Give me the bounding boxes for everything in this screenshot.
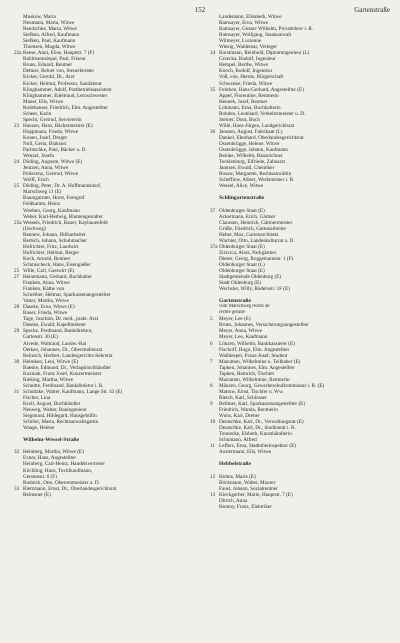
entry-text: Ossenbrügge, Helene, Witwe bbox=[219, 140, 280, 147]
entry-text: Borstmann, Reinhold, Diplomingenieur (L) bbox=[219, 50, 310, 57]
house-number bbox=[210, 504, 219, 510]
house-number: 29 bbox=[14, 328, 20, 335]
house-number: 8 bbox=[210, 382, 213, 389]
entry-text: Faust, Johann, Sozialrentner bbox=[219, 485, 278, 492]
entry-text: Jentzen, Anna, Witwe bbox=[23, 165, 69, 172]
entry-text: Gerstenstr. 6 (F) bbox=[23, 473, 57, 480]
entry-text: vom Marschweg rechts ab bbox=[219, 304, 270, 310]
entry-text: Reinke, Wilhelm, Bauzeichner bbox=[219, 153, 283, 160]
entry-text: Holms, Marie (E) bbox=[219, 473, 256, 480]
entry-text: Vatter, Martha, Witwe bbox=[23, 298, 69, 305]
entry-text: Muskow, Maria bbox=[23, 14, 56, 20]
entry-text: Ditrich, Anna bbox=[219, 497, 248, 504]
entry-text: Hennek, Josef, Rentner bbox=[219, 98, 268, 105]
entry-text: rechte gerade bbox=[219, 310, 245, 316]
entry-text: Wille, Hans-Jürgen, Landgerichtsrat bbox=[219, 122, 295, 129]
entry-text: Heimken, Leni, Witwe (E) bbox=[23, 358, 79, 365]
entry-text: Tapken, Heinrich, Tischler bbox=[219, 370, 275, 377]
entry-text: Voß, von, Herms, Bürgerschaft bbox=[219, 74, 284, 81]
entry-text: Lükzen, Wilhelm, Bankkassierer (E) bbox=[219, 340, 295, 347]
house-number: 37a bbox=[210, 243, 218, 250]
entry-text: Klinghammer, Edeltraud, Lernschwester bbox=[23, 92, 108, 99]
entry-text: Wuhs, Karl, Dreher bbox=[219, 413, 260, 420]
entry-text: Ramsayer, Gustav Wilhelm, Privatlehrer i. R. bbox=[219, 26, 314, 33]
entry-text: Leffers, Erna, Stadtoberinspektor (E) bbox=[219, 443, 296, 450]
entry-text: Hoppmann, Frieda, Witwe bbox=[23, 128, 79, 135]
entry-text: Grzecka, Rudolf, Ingenieur bbox=[219, 56, 276, 63]
entry-text: Marschweg 11 (E) bbox=[23, 189, 62, 196]
entry-text: Rohden, Leonhard, Verkehrsmeister u. D. bbox=[219, 110, 306, 117]
entry-text: Oetken, Johannes, Dr., Oberstudienrat bbox=[23, 346, 103, 353]
entry-text: Daseke, Ewald, Kapellmeister bbox=[23, 322, 86, 329]
street-heading-text: Hebbelstraße bbox=[219, 461, 252, 468]
right-column bbox=[210, 14, 395, 510]
entry-text: Kicker, Gerold, Dr., Arzt bbox=[23, 74, 75, 81]
house-number: 11 bbox=[210, 443, 215, 450]
entry-text: Mauer, Elis, Witwe bbox=[23, 98, 64, 105]
entry-text: Wille, Carl, Gastwirt (E) bbox=[23, 267, 75, 274]
entry-text: Deutschke, Karl, Dr., Studienrat i. R. bbox=[219, 425, 296, 432]
entry-text: Döding, Peter, Dr. A. Hoffmannsdorf, bbox=[23, 183, 102, 190]
street-heading-text: Wilhelm-Wessel-Straße bbox=[23, 437, 80, 444]
entry-text: Schnitte, Ferdinand, Bankdirektor i. R. bbox=[23, 382, 104, 389]
entry-text: Reese, Anni, Elise, Hauptstr. 7 (F) bbox=[23, 50, 95, 57]
entry-text: Siefken, Alfred, Kaufmann bbox=[23, 32, 80, 39]
entry-text: Scheffiow, Albert, Werkmeister i. R. bbox=[219, 177, 295, 184]
entry-text: Kicker, Helmut, Professor, Sanitätsrat bbox=[23, 80, 102, 87]
entry-text: Reimsner (E) bbox=[23, 491, 51, 498]
entry-text: Scheer, Karin bbox=[23, 110, 52, 117]
house-number: 22a bbox=[14, 50, 22, 57]
entry-text: Thomsen, Magda, Witwe bbox=[23, 44, 76, 51]
entry-text: Bertsch, Johann, Schuhmacher bbox=[23, 237, 87, 244]
entry-text: Hofrichter, Fritz, Landwirt bbox=[23, 243, 79, 250]
house-number: 31 bbox=[14, 388, 20, 395]
entry-text: Meyer, Lee (E) bbox=[219, 316, 251, 323]
entry-text: Fischoff, Hugo, Elm. Angestellter bbox=[219, 346, 290, 353]
entry-text: Knoch, Rudolf, Ingenieur bbox=[219, 68, 273, 75]
entry-text: Friedrich, Wanda, Rentnerin bbox=[219, 407, 278, 414]
house-number: 13 bbox=[210, 491, 216, 498]
entry-text: Baumgartner, Horst, Fotograf bbox=[23, 195, 85, 202]
entry-text: Siegmund, Hildegard, Hausgehilfin bbox=[23, 413, 97, 420]
entry-text: Bennew, Johann, Hilfsarbeiter bbox=[23, 231, 86, 238]
entry-text: Böckmann, Walter, Maurer bbox=[219, 479, 276, 486]
entry-text: Mazumen, Wilhelmine u. Teilhaber (E) bbox=[219, 358, 301, 365]
entry-text: Weber, Karl-Hedwig, Blumengestalter bbox=[23, 213, 103, 220]
entry-text: Neuweg, Walter, Bauingenieur bbox=[23, 407, 87, 414]
entry-text: Dieser, Georg, Roggemannstr. 1 (F) bbox=[219, 255, 294, 262]
entry-text: Franken, Anna, Witwe bbox=[23, 280, 70, 287]
entry-text: Wessel, Alice, Witwe bbox=[219, 183, 264, 190]
entry-text: Noll, Gerta, Blaksori bbox=[23, 140, 67, 147]
entry-text: Bruns, Johannes, Versicherungsangestellter bbox=[219, 322, 309, 329]
entry-text: Rosaw, Margarete, Rechtsanwältin bbox=[219, 171, 292, 178]
entry-text: Tecklenburg, Elfriede, Zahnarzt bbox=[219, 159, 286, 166]
entry-text: Rietzmann, Ernst, Dr., Oberlandesgerichtsrat bbox=[23, 485, 117, 492]
entry-text: Oldenburger Staat (E) bbox=[219, 267, 265, 274]
entry-text: Rudnick, Otto, Oberrentmeister a. D. bbox=[23, 479, 100, 486]
entry-text: Heber, Max, Gartenarchitekt bbox=[219, 231, 279, 238]
entry-text: Lohmann, Erna, Buchhalterin bbox=[219, 104, 281, 111]
entry-text: Oldenburger Staat (L) bbox=[219, 261, 265, 268]
house-number: 33 bbox=[14, 485, 20, 492]
entry-text: Deutschke, Karl, Dr., Verwaltungsrat (E) bbox=[219, 419, 304, 426]
entry-text: (Oschweg) bbox=[23, 225, 46, 232]
entry-text: Wolff, Erich bbox=[23, 177, 49, 184]
entry-text: Daseke, Erna, Witwe (E) bbox=[23, 304, 75, 311]
street-heading-text: Gartenstraße bbox=[219, 298, 252, 305]
entry-text: Steiner, Dora, Buch bbox=[219, 116, 260, 123]
entry-text: Baeske, Edmund, Dr., Verlagsbuchhändler bbox=[23, 364, 111, 371]
entry-text: Rieking, Martha, Witwe bbox=[23, 376, 74, 383]
entry-text: Heinberg, Carl-Heinz, Handelsvertreter bbox=[23, 461, 106, 468]
house-number: 27 bbox=[14, 274, 20, 281]
running-street-title: Gartenstraße bbox=[354, 6, 390, 14]
entry-text: Woeben, Georg, Kaufmann bbox=[23, 207, 80, 214]
entry-text: Neumann, Marta, Witwe bbox=[23, 20, 75, 27]
entry-text: Landemann, Elisabeth, Witwe bbox=[219, 14, 282, 20]
entry-text: Heinberg, Martha, Witwe (E) bbox=[23, 449, 84, 456]
entry-text: Walldesper, Franz-Josef, Student bbox=[219, 352, 288, 359]
entry-text: Austermann, Elis, Witwe bbox=[219, 449, 272, 456]
entry-text: Wechsler, Willy, Rödersstr. 1F (E) bbox=[219, 286, 290, 293]
entry-text: Dankel, Eberhard, Oberlandesgerichtsrat bbox=[219, 134, 304, 141]
entry-text: Wachter, Otto, Landeskulturrat a. D. bbox=[219, 237, 295, 244]
house-number bbox=[14, 492, 23, 498]
entry-text: Gartenstr. 30 (E) bbox=[23, 334, 58, 341]
entry-text: Meyer, Leo, Kaufmann bbox=[219, 334, 268, 341]
entry-text: Hempel, Berthe, Witwe bbox=[219, 62, 268, 69]
entry-text: Parlitschke, Paul, Bäcker u. D. bbox=[23, 147, 87, 154]
entry-text: Homuy, Franz, Elektriker bbox=[219, 503, 272, 510]
entry-text: Ackermann, Erich, Gärtner bbox=[219, 213, 276, 220]
house-number: 12 bbox=[210, 473, 216, 480]
entry-text: Buhlmannsiepal, Paul, Friseur bbox=[23, 56, 86, 63]
house-number: 30 bbox=[14, 358, 20, 365]
page-number: 152 bbox=[194, 6, 206, 14]
entry-text: Hauzen, Hans, Bäckermeister (E) bbox=[23, 122, 93, 129]
entry-text: Appel, Florentine, Rentnerin bbox=[219, 92, 279, 99]
house-number: 23 bbox=[14, 122, 20, 129]
entry-text: Stadtgemeinde Oldenburg (E) bbox=[219, 274, 282, 281]
entry-text: Rodehauser, Friedrich, Elm. Angestellter bbox=[23, 104, 108, 111]
entry-text: Rietch, Karl, Schlosser bbox=[219, 394, 267, 401]
entry-text: Reinisch, Herbert, Landesgerichts-Sekretär bbox=[23, 352, 113, 359]
entry-text: Jannsen, Ewald, Chemiker bbox=[219, 165, 275, 172]
house-number: 28 bbox=[14, 304, 20, 311]
entry-text: Fuhrken, Hans-Gerhard, Angestellter (E) bbox=[219, 86, 304, 93]
house-number: 25 bbox=[14, 267, 20, 274]
house-number: 10 bbox=[210, 419, 216, 426]
entry-text: Schultzke, Walter, Kaufmann, Lange Str. 43 (E) bbox=[23, 388, 123, 395]
house-number: 24 bbox=[14, 159, 20, 166]
directory-entry bbox=[210, 504, 395, 510]
house-number: 32 bbox=[14, 449, 20, 456]
entry-text: Bruns, Eduard, Rentner bbox=[23, 62, 72, 69]
entry-text: Franken, Käthe von bbox=[23, 286, 65, 293]
entry-text: Mattow, Ernst, Tischler u. Ww. bbox=[219, 388, 284, 395]
directory-entry bbox=[14, 492, 199, 498]
house-number: 25a bbox=[14, 219, 22, 226]
entry-text: Zirzcica, Alois, Parkgärtner bbox=[219, 249, 277, 256]
entry-text: Poliecenz, Gertrud, Witwe bbox=[23, 171, 79, 178]
house-number: 25 bbox=[14, 183, 20, 190]
entry-text: Wilmeyer, Lucienne bbox=[219, 38, 262, 45]
left-column bbox=[14, 14, 199, 498]
entry-text: Wenzel, Josefa bbox=[23, 153, 54, 160]
entry-text: Kroll, August, Buchhändler bbox=[23, 401, 81, 407]
entry-text: Wiesig, Waldemar, Verleger bbox=[219, 44, 278, 51]
entry-text: Hofrichter, Helmut, Berger bbox=[23, 249, 80, 256]
house-number: 6 bbox=[210, 340, 213, 347]
entry-text: Wessels, Friedrich, Bauer, Kaybauenfeld bbox=[23, 219, 108, 226]
entry-text: Alvede, Waltraud, Landw.-Rat bbox=[23, 340, 87, 347]
entry-text: Grüße, Friedrich, Gartenarbeiter bbox=[219, 225, 287, 232]
house-number: 37 bbox=[210, 207, 216, 214]
entry-text: Stadt Oldenburg (E) bbox=[219, 280, 261, 287]
entry-text: Heinemann, Gerhard, Buchhalter bbox=[23, 274, 92, 281]
house-number: 36 bbox=[210, 128, 216, 135]
entry-text: Ramsayer, Wolfgang, Staatsanwalt bbox=[219, 32, 292, 39]
entry-text: Fischer, Lina bbox=[23, 394, 51, 401]
entry-text: Specke, Ferdinand, Bankdirektor, bbox=[23, 328, 93, 335]
entry-text: Döding, Auguste, Witwe (E) bbox=[23, 159, 83, 166]
entry-text: Rendschke, Marta, Witwe bbox=[23, 26, 77, 33]
house-number: 9 bbox=[210, 401, 213, 407]
entry-text: Ossenbrügge, Johann, Kaufmann bbox=[219, 147, 288, 154]
entry-text: Feldkamm, Heinz bbox=[23, 201, 61, 208]
entry-text: Waage, Helene bbox=[23, 425, 55, 432]
entry-text: Oldenburger Staat (E) bbox=[219, 207, 265, 214]
entry-text: Tage, Joachim, Dr. med., prakt. Arzt bbox=[23, 316, 99, 323]
entry-text: Mazumen, Wilhelmine, Rentnerin bbox=[219, 376, 290, 383]
entry-text: Schwenke, Frieda, Witwe bbox=[219, 80, 273, 87]
entry-text: Mänzen, Georg, Gewerbeschulkommissar i. R. (E) bbox=[219, 382, 325, 389]
entry-text: Koch, Arnold, Rentner bbox=[23, 255, 71, 262]
entry-text: Oldenburger Staat (E) bbox=[219, 243, 265, 250]
street-heading-text: Schlingartenstraße bbox=[219, 195, 265, 202]
entry-text: Dettner, Reiner von, Steuerberater bbox=[23, 68, 95, 75]
entry-text: Kleckgerber, Marie, Hauptstr. 7 (E) bbox=[219, 491, 293, 498]
entry-text: Köchling, Hans, Textilkaufmann, bbox=[23, 467, 93, 474]
entry-text: Tapken, Johannes, Elm. Angestellter bbox=[219, 364, 295, 371]
entry-text: Meyer, Anna, Witwe bbox=[219, 328, 262, 335]
entry-text: Schreiber, Helmut, Sparkassenangestellter bbox=[23, 292, 111, 299]
house-number: 34 bbox=[210, 50, 216, 57]
house-number: 5 bbox=[210, 316, 213, 323]
entry-text: Bellmer, Karl, Sparkassenangestellter (E) bbox=[219, 401, 306, 407]
entry-text: Tonnecke, Elsbeth, Kunsthändlerin bbox=[219, 431, 292, 438]
entry-text: Exner, Hans, Angestellter bbox=[23, 455, 77, 462]
house-number: 7 bbox=[210, 358, 213, 365]
entry-text: Konen, Josef, Dreger bbox=[23, 134, 68, 141]
entry-text: Schröer, Marta, Rechtsanwaltsgattin bbox=[23, 419, 99, 426]
entry-text: Claussen, Heinrich, Gärtnermeister bbox=[219, 219, 293, 226]
entry-text: Bauer, Frieda, Witwe bbox=[23, 310, 68, 317]
entry-text: Janssen, August, Fabrikant (L) bbox=[219, 128, 283, 135]
entry-text: Kuzniak, Franz Josef, Konzertmeister bbox=[23, 370, 102, 377]
house-number: 35 bbox=[210, 86, 216, 93]
entry-text: Schmischeck, Hans, Eisengießer bbox=[23, 261, 91, 268]
entry-text: Siefken, Paul, Kaufmann bbox=[23, 38, 76, 45]
entry-text: Ramsayer, Erna, Witwe bbox=[219, 20, 269, 27]
entry-text: Schumann, Alfred bbox=[219, 437, 257, 444]
entry-text: Klinghammer, Adolf, Postbetriebsassistent bbox=[23, 86, 112, 93]
entry-text: Specht, Gertrud, Serviererin bbox=[23, 116, 82, 123]
